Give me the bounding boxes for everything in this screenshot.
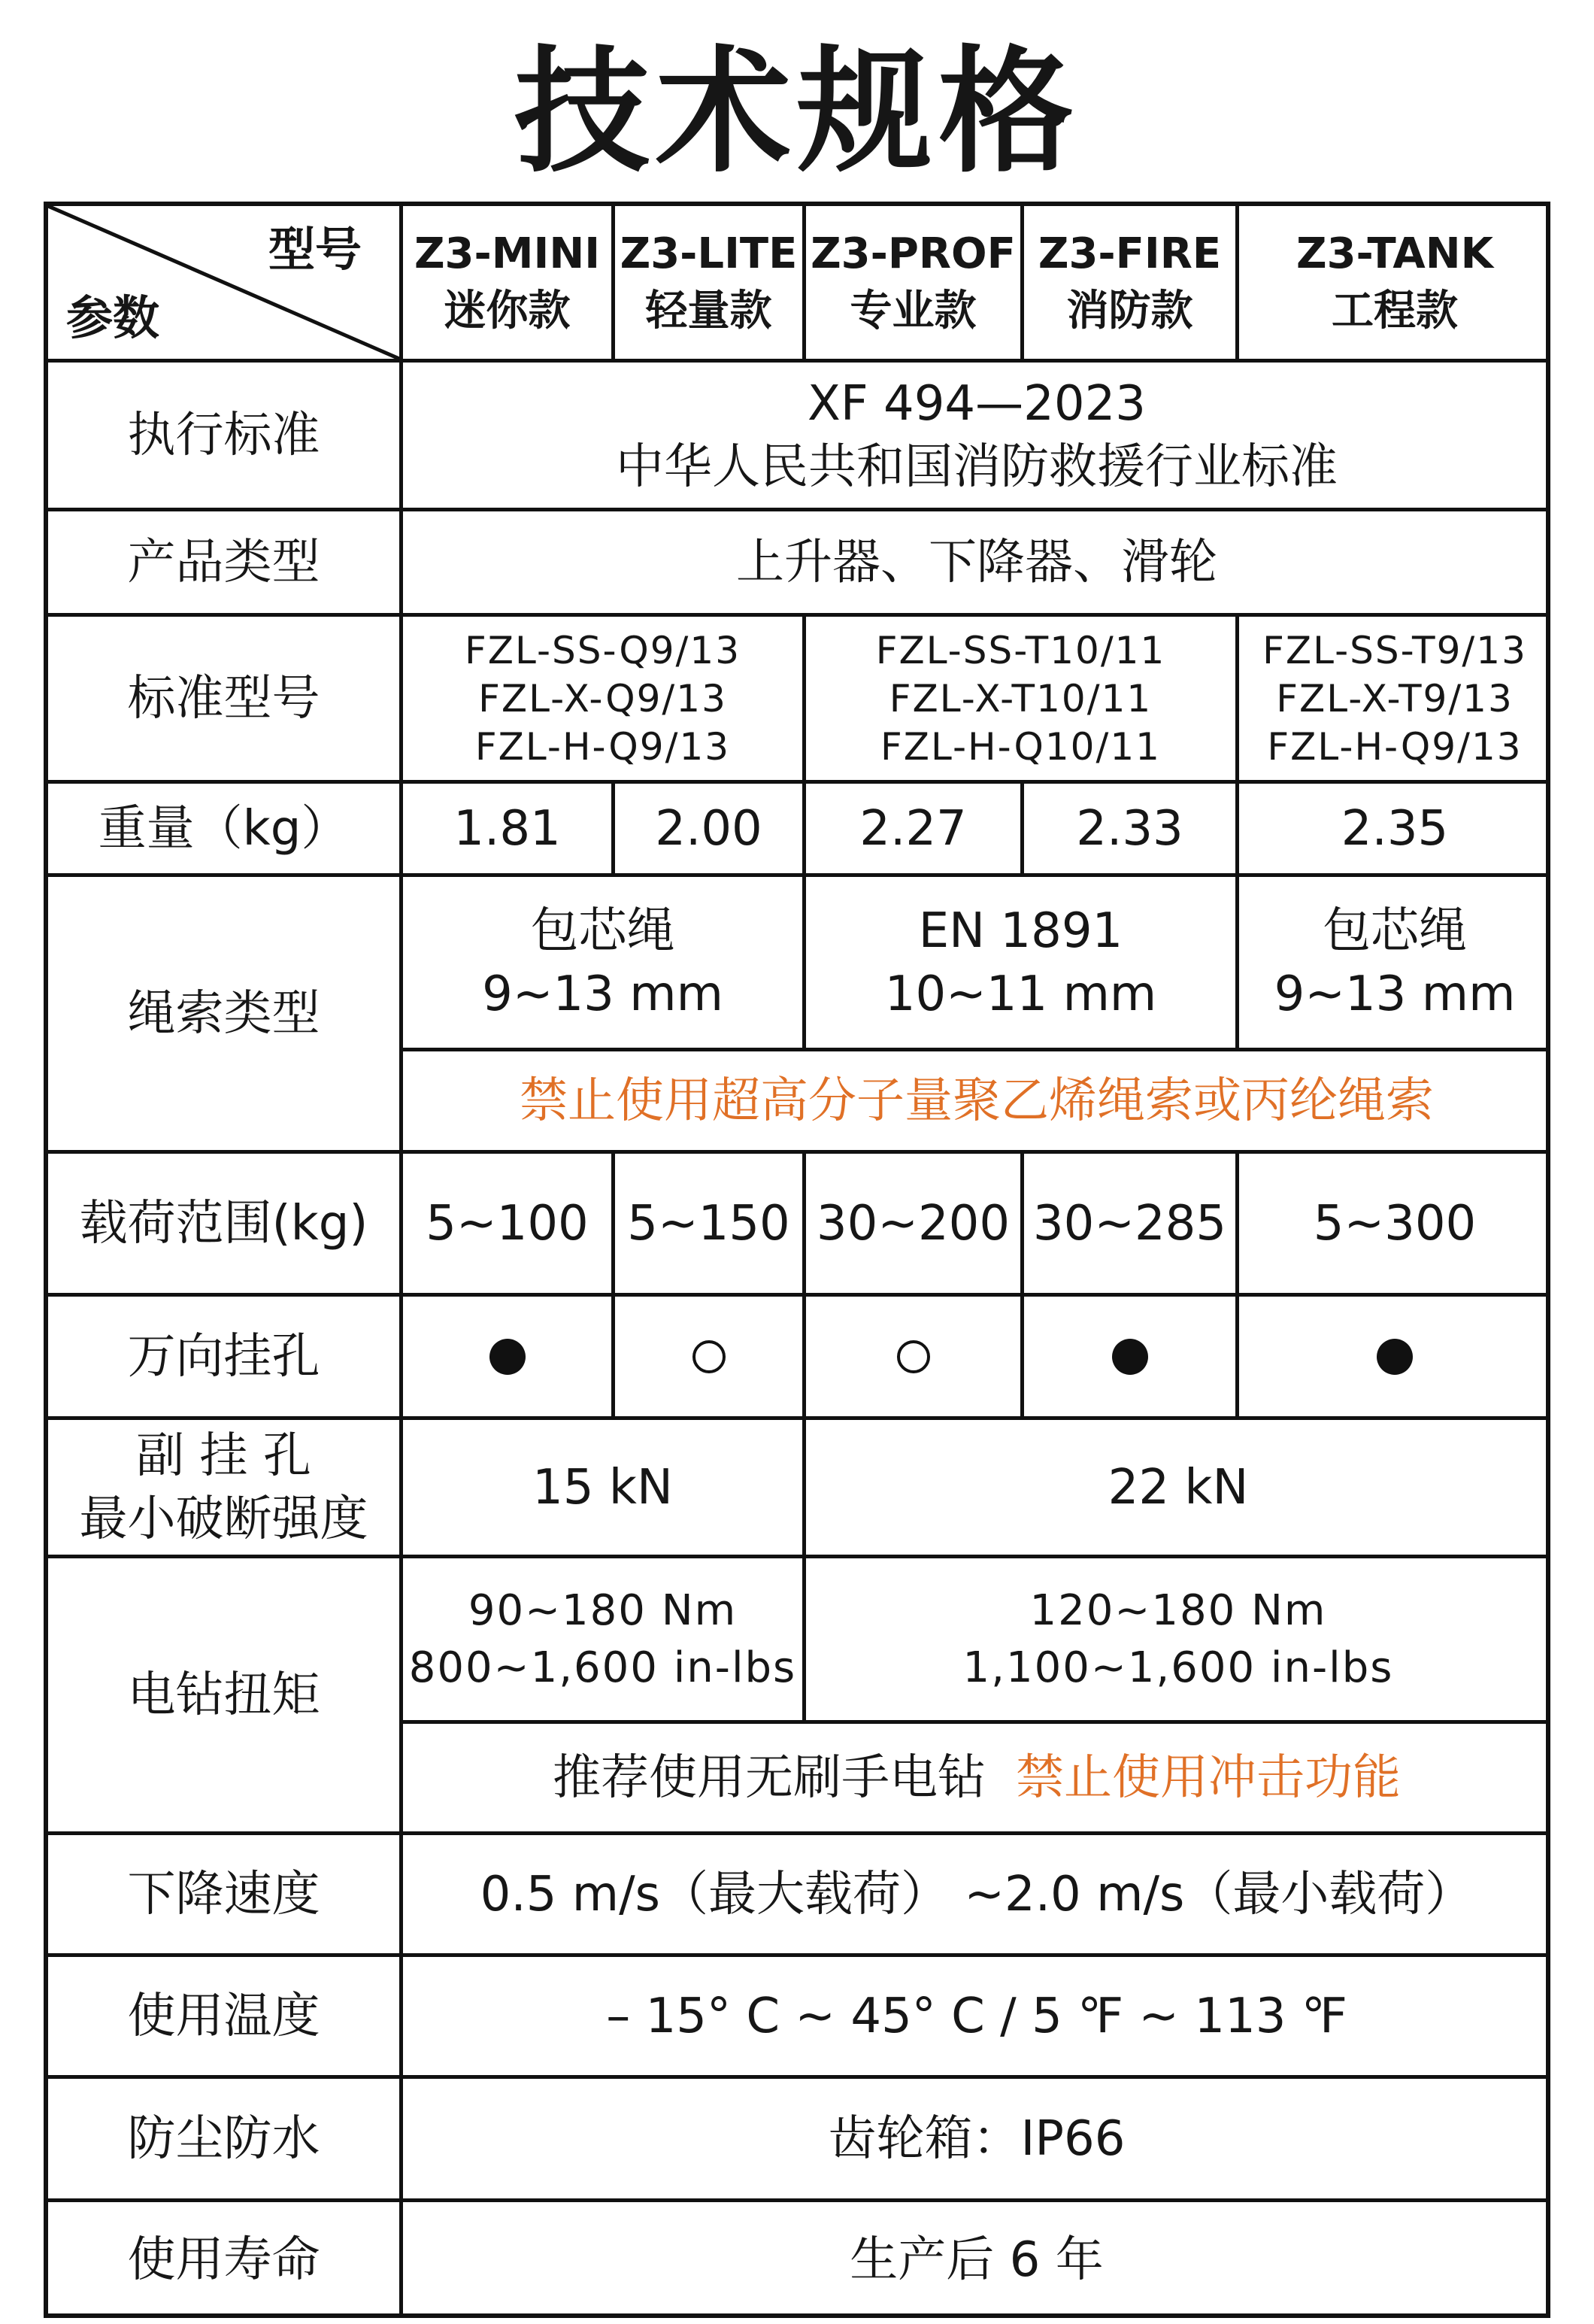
weight-fire: 2.33	[1024, 784, 1239, 877]
model-name: 工程款	[1332, 286, 1458, 335]
model-no-line: FZL-X-T10/11	[889, 676, 1153, 721]
rope-group-1	[403, 877, 806, 1051]
aux-label-line2: 最小破断强度	[79, 1491, 368, 1547]
row-label-weight: 重量（kg）	[48, 784, 403, 877]
header-model-tank	[1239, 206, 1550, 363]
aux-value-1: 15 kN	[403, 1420, 806, 1558]
row-label-model-no: 标准型号	[48, 617, 403, 784]
weight-prof: 2.27	[806, 784, 1024, 877]
model-no-line: FZL-X-T9/13	[1276, 676, 1514, 721]
model-name: 专业款	[850, 286, 977, 335]
aux-label-line1: 副 挂 孔	[136, 1427, 311, 1484]
row-label-speed: 下降速度	[48, 1835, 403, 1957]
corner-param-label: 参数	[66, 290, 160, 345]
model-no-group-2	[806, 617, 1239, 784]
weight-tank: 2.35	[1239, 784, 1550, 877]
header-corner-cell	[48, 206, 403, 363]
torque-inlbs: 800~1,600 in-lbs	[408, 1643, 797, 1692]
rope-diameter: 9~13 mm	[1274, 966, 1516, 1022]
model-no-line: FZL-SS-T10/11	[875, 628, 1166, 672]
swivel-mini	[403, 1297, 615, 1420]
temp-value: – 15° C ~ 45° C / 5 ℉ ~ 113 ℉	[403, 1957, 1550, 2079]
swivel-prof	[806, 1297, 1024, 1420]
header-model-mini	[403, 206, 615, 363]
row-label-life: 使用寿命	[48, 2202, 403, 2318]
model-code: Z3-PROF	[811, 229, 1016, 278]
load-mini: 5~100	[403, 1154, 615, 1297]
standard-code: XF 494—2023	[807, 375, 1147, 432]
torque-note-text: 推荐使用无刷手电钻	[553, 1749, 986, 1806]
type-value: 上升器、下降器、滑轮	[403, 511, 1550, 617]
rope-type: 包芯绳	[530, 903, 675, 959]
rope-warning: 禁止使用超高分子量聚乙烯绳索或丙纶绳索	[403, 1051, 1550, 1154]
load-prof: 30~200	[806, 1154, 1024, 1297]
model-code: Z3-TANK	[1296, 229, 1494, 278]
model-code: Z3-FIRE	[1038, 229, 1222, 278]
header-model-fire	[1024, 206, 1239, 363]
row-label-water: 防尘防水	[48, 2079, 403, 2202]
row-label-standard: 执行标准	[48, 363, 403, 511]
model-no-group-3	[1239, 617, 1550, 784]
model-name: 消防款	[1066, 286, 1193, 335]
row-label-temp: 使用温度	[48, 1957, 403, 2079]
weight-mini: 1.81	[403, 784, 615, 877]
rope-type: EN 1891	[918, 903, 1123, 959]
standard-name: 中华人民共和国消防救援行业标准	[616, 438, 1338, 495]
corner-model-label: 型号	[268, 222, 362, 277]
header-model-prof	[806, 206, 1024, 363]
rope-type: 包芯绳	[1323, 903, 1467, 959]
load-tank: 5~300	[1239, 1154, 1550, 1297]
model-no-line: FZL-SS-T9/13	[1262, 628, 1527, 672]
filled-circle-icon	[1112, 1339, 1148, 1375]
empty-circle-icon	[692, 1340, 726, 1373]
spec-table	[44, 202, 1550, 2318]
model-code: Z3-LITE	[620, 229, 798, 278]
aux-value-2: 22 kN	[806, 1420, 1550, 1558]
torque-inlbs: 1,100~1,600 in-lbs	[962, 1643, 1394, 1692]
speed-value: 0.5 m/s（最大载荷） ~2.0 m/s（最小载荷）	[403, 1835, 1550, 1957]
weight-lite: 2.00	[615, 784, 806, 877]
model-no-line: FZL-H-Q9/13	[474, 724, 731, 769]
model-name: 迷你款	[444, 286, 571, 335]
life-value: 生产后 6 年	[850, 2232, 1104, 2288]
model-no-line: FZL-SS-Q9/13	[464, 628, 741, 672]
model-no-line: FZL-X-Q9/13	[478, 676, 727, 721]
model-no-line: FZL-H-Q10/11	[880, 724, 1161, 769]
page-title: 技术规格	[514, 34, 1080, 191]
rope-diameter: 10~11 mm	[884, 966, 1157, 1022]
load-fire: 30~285	[1024, 1154, 1239, 1297]
torque-nm: 120~180 Nm	[1029, 1585, 1327, 1635]
swivel-fire	[1024, 1297, 1239, 1420]
load-lite: 5~150	[615, 1154, 806, 1297]
header-model-lite	[615, 206, 806, 363]
torque-nm: 90~180 Nm	[468, 1585, 738, 1635]
torque-warning: 禁止使用冲击功能	[1016, 1749, 1401, 1806]
model-name: 轻量款	[645, 286, 772, 335]
row-label-type: 产品类型	[48, 511, 403, 617]
torque-group-2	[806, 1558, 1550, 1724]
row-label-swivel: 万向挂孔	[48, 1297, 403, 1420]
swivel-lite	[615, 1297, 806, 1420]
rope-group-3	[1239, 877, 1550, 1051]
rope-group-2	[806, 877, 1239, 1051]
row-label-rope: 绳索类型	[48, 877, 403, 1154]
torque-note	[403, 1724, 1550, 1835]
row-label-torque: 电钻扭矩	[48, 1558, 403, 1835]
filled-circle-icon	[1377, 1339, 1413, 1375]
row-label-load: 载荷范围(kg)	[48, 1154, 403, 1297]
filled-circle-icon	[489, 1339, 526, 1375]
water-value: 齿轮箱：IP66	[403, 2079, 1550, 2202]
rope-diameter: 9~13 mm	[482, 966, 723, 1022]
torque-group-1	[403, 1558, 806, 1724]
standard-value	[403, 363, 1550, 511]
model-code: Z3-MINI	[414, 229, 601, 278]
model-no-line: FZL-H-Q9/13	[1267, 724, 1523, 769]
row-label-aux	[48, 1420, 403, 1558]
model-no-group-1	[403, 617, 806, 784]
empty-circle-icon	[897, 1340, 930, 1373]
swivel-tank	[1239, 1297, 1550, 1420]
